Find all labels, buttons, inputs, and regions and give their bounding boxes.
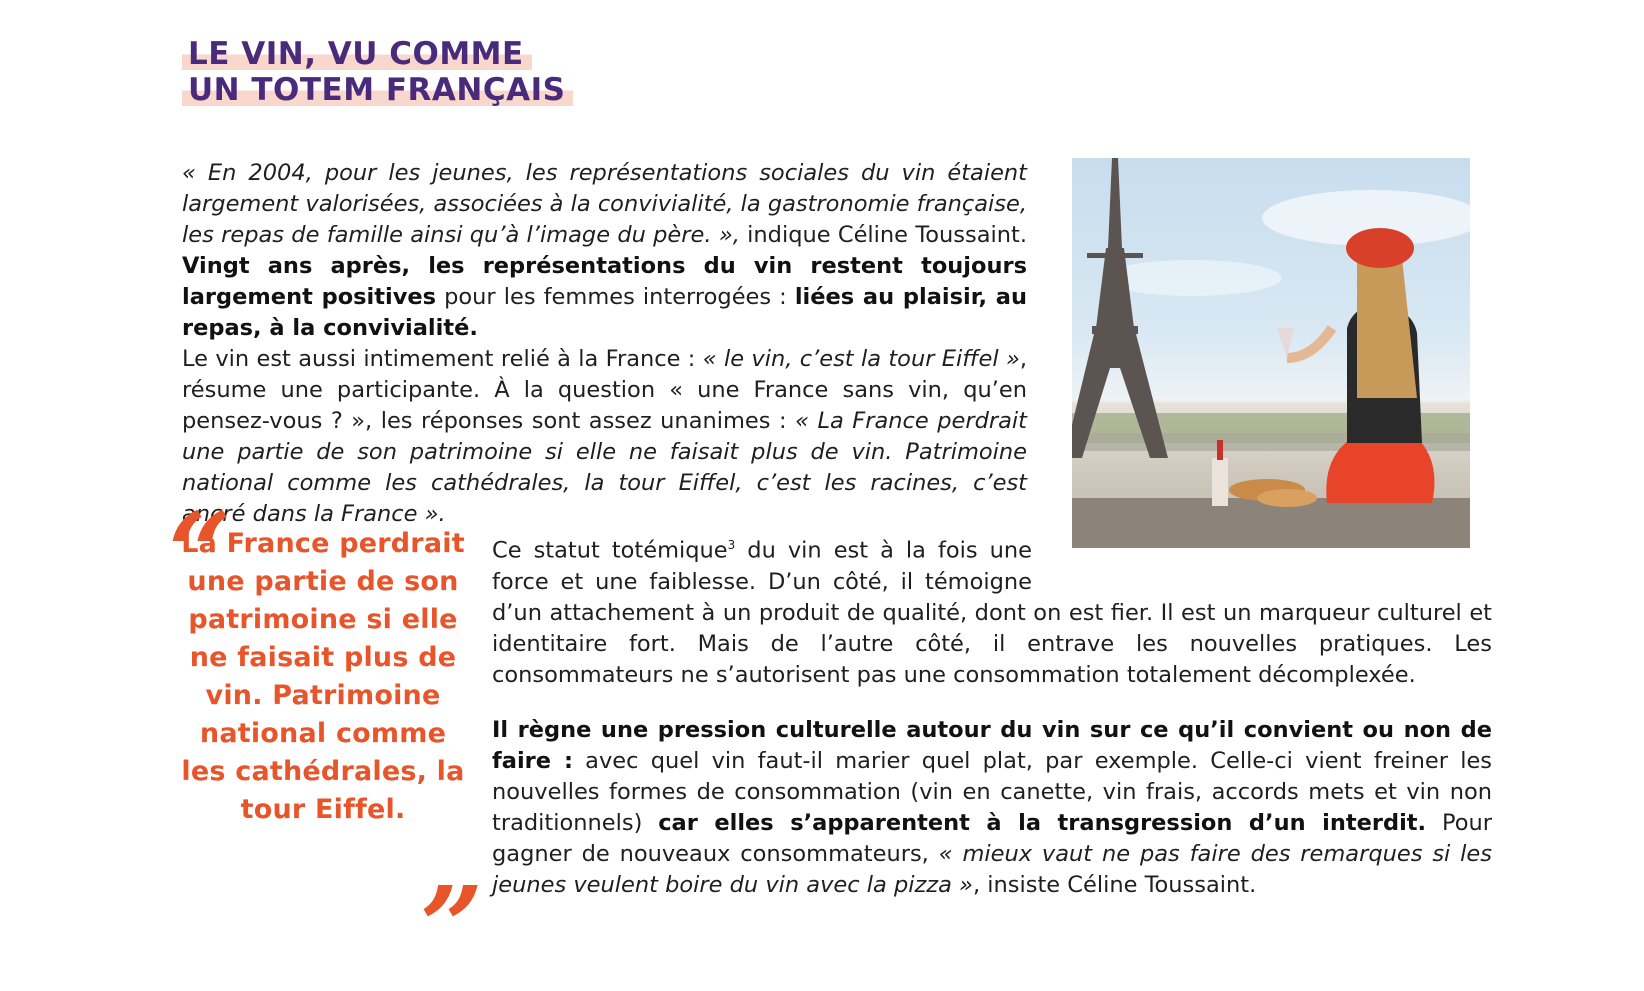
paragraph-pressure — [492, 715, 1492, 901]
quote-2004: « En 2004, pour les jeunes, les représentations sociales du vin étaient largement valorisées, associées à la convivialité, la gastronomie française, les repas de famille ainsi qu’à l’image du père. », — [182, 160, 1027, 248]
quote-patrimoine: « La France perdrait une partie de son patrimoine si elle ne faisait plus de vin. Patrimoine national comme les cathédrales, la tour Eiffel, c’est les racines, c’est ancré dans la France ». — [182, 408, 1027, 527]
text-question: , résume une participante. À la question « une France sans vin, qu’en pensez-vous ? », les réponses sont assez unanimes : — [182, 346, 1027, 434]
text-new-consumers: Pour gagner de nouveaux consommateurs, — [492, 810, 1492, 867]
quote-pizza: « mieux vaut ne pas faire des remarques si les jeunes veulent boire du vin avec la pizza » — [492, 841, 1492, 898]
photo-illustration — [1072, 158, 1470, 548]
bold-transgression: car elles s’apparentent à la transgression d’un interdit. — [658, 810, 1427, 836]
text-women: pour les femmes interrogées : — [436, 284, 795, 310]
open-quote-mark-icon: “ — [168, 488, 232, 617]
text-insiste: , insiste Céline Toussaint. — [972, 872, 1257, 898]
close-quote-mark-icon: ” — [420, 862, 484, 991]
text-totem-rest: du vin est à la fois une force et une faiblesse. D’un côté, il témoigne d’un attachement à un produit de qualité, dont on est fier. Il est un marqueur culturel et identitaire fort. Mais de l’autre côté, il entrave les nouvelles pratiques. Les consommateurs ne s’autorisent pas une consommation totalement décomplexée. — [492, 537, 1492, 688]
text-totem-start: Ce statut totémique — [492, 537, 728, 564]
bold-positive-representations: Vingt ans après, les représentations du vin restent toujours largement positives — [182, 253, 1027, 310]
pull-quote: La France perdrait une partie de son patrimoine si elle ne faisait plus de vin. Patrimoine national comme les cathédrales, la tour Eiffel. — [181, 528, 465, 825]
section-title-line-2: UN TOTEM FRANÇAIS — [182, 72, 573, 108]
attribution-text: indique Céline Toussaint. — [739, 222, 1027, 248]
eiffel-tower-photo — [1072, 158, 1470, 548]
text-france-link: Le vin est aussi intimement relié à la France : — [182, 346, 703, 372]
paragraph-intro — [182, 158, 1027, 344]
quote-eiffel: « le vin, c’est la tour Eiffel » — [702, 346, 1020, 372]
paragraph-france — [182, 344, 1027, 530]
paragraph-totem — [492, 530, 1492, 691]
bold-cultural-pressure: Il règne une pression culturelle autour du vin sur ce qu’il convient ou non de faire : — [492, 717, 1492, 774]
bold-pleasure: liées au plaisir, au repas, à la convivialité. — [182, 284, 1027, 341]
text-pairing: avec quel vin faut-il marier quel plat, par exemple. Celle-ci vient freiner les nouvelles formes de consommation (vin en canette, vin frais, accords mets et vin non traditionnels) — [492, 748, 1493, 836]
section-title-line-1: LE VIN, VU COMME — [182, 36, 532, 72]
section-title — [182, 36, 573, 108]
footnote-ref: 3 — [727, 538, 736, 552]
